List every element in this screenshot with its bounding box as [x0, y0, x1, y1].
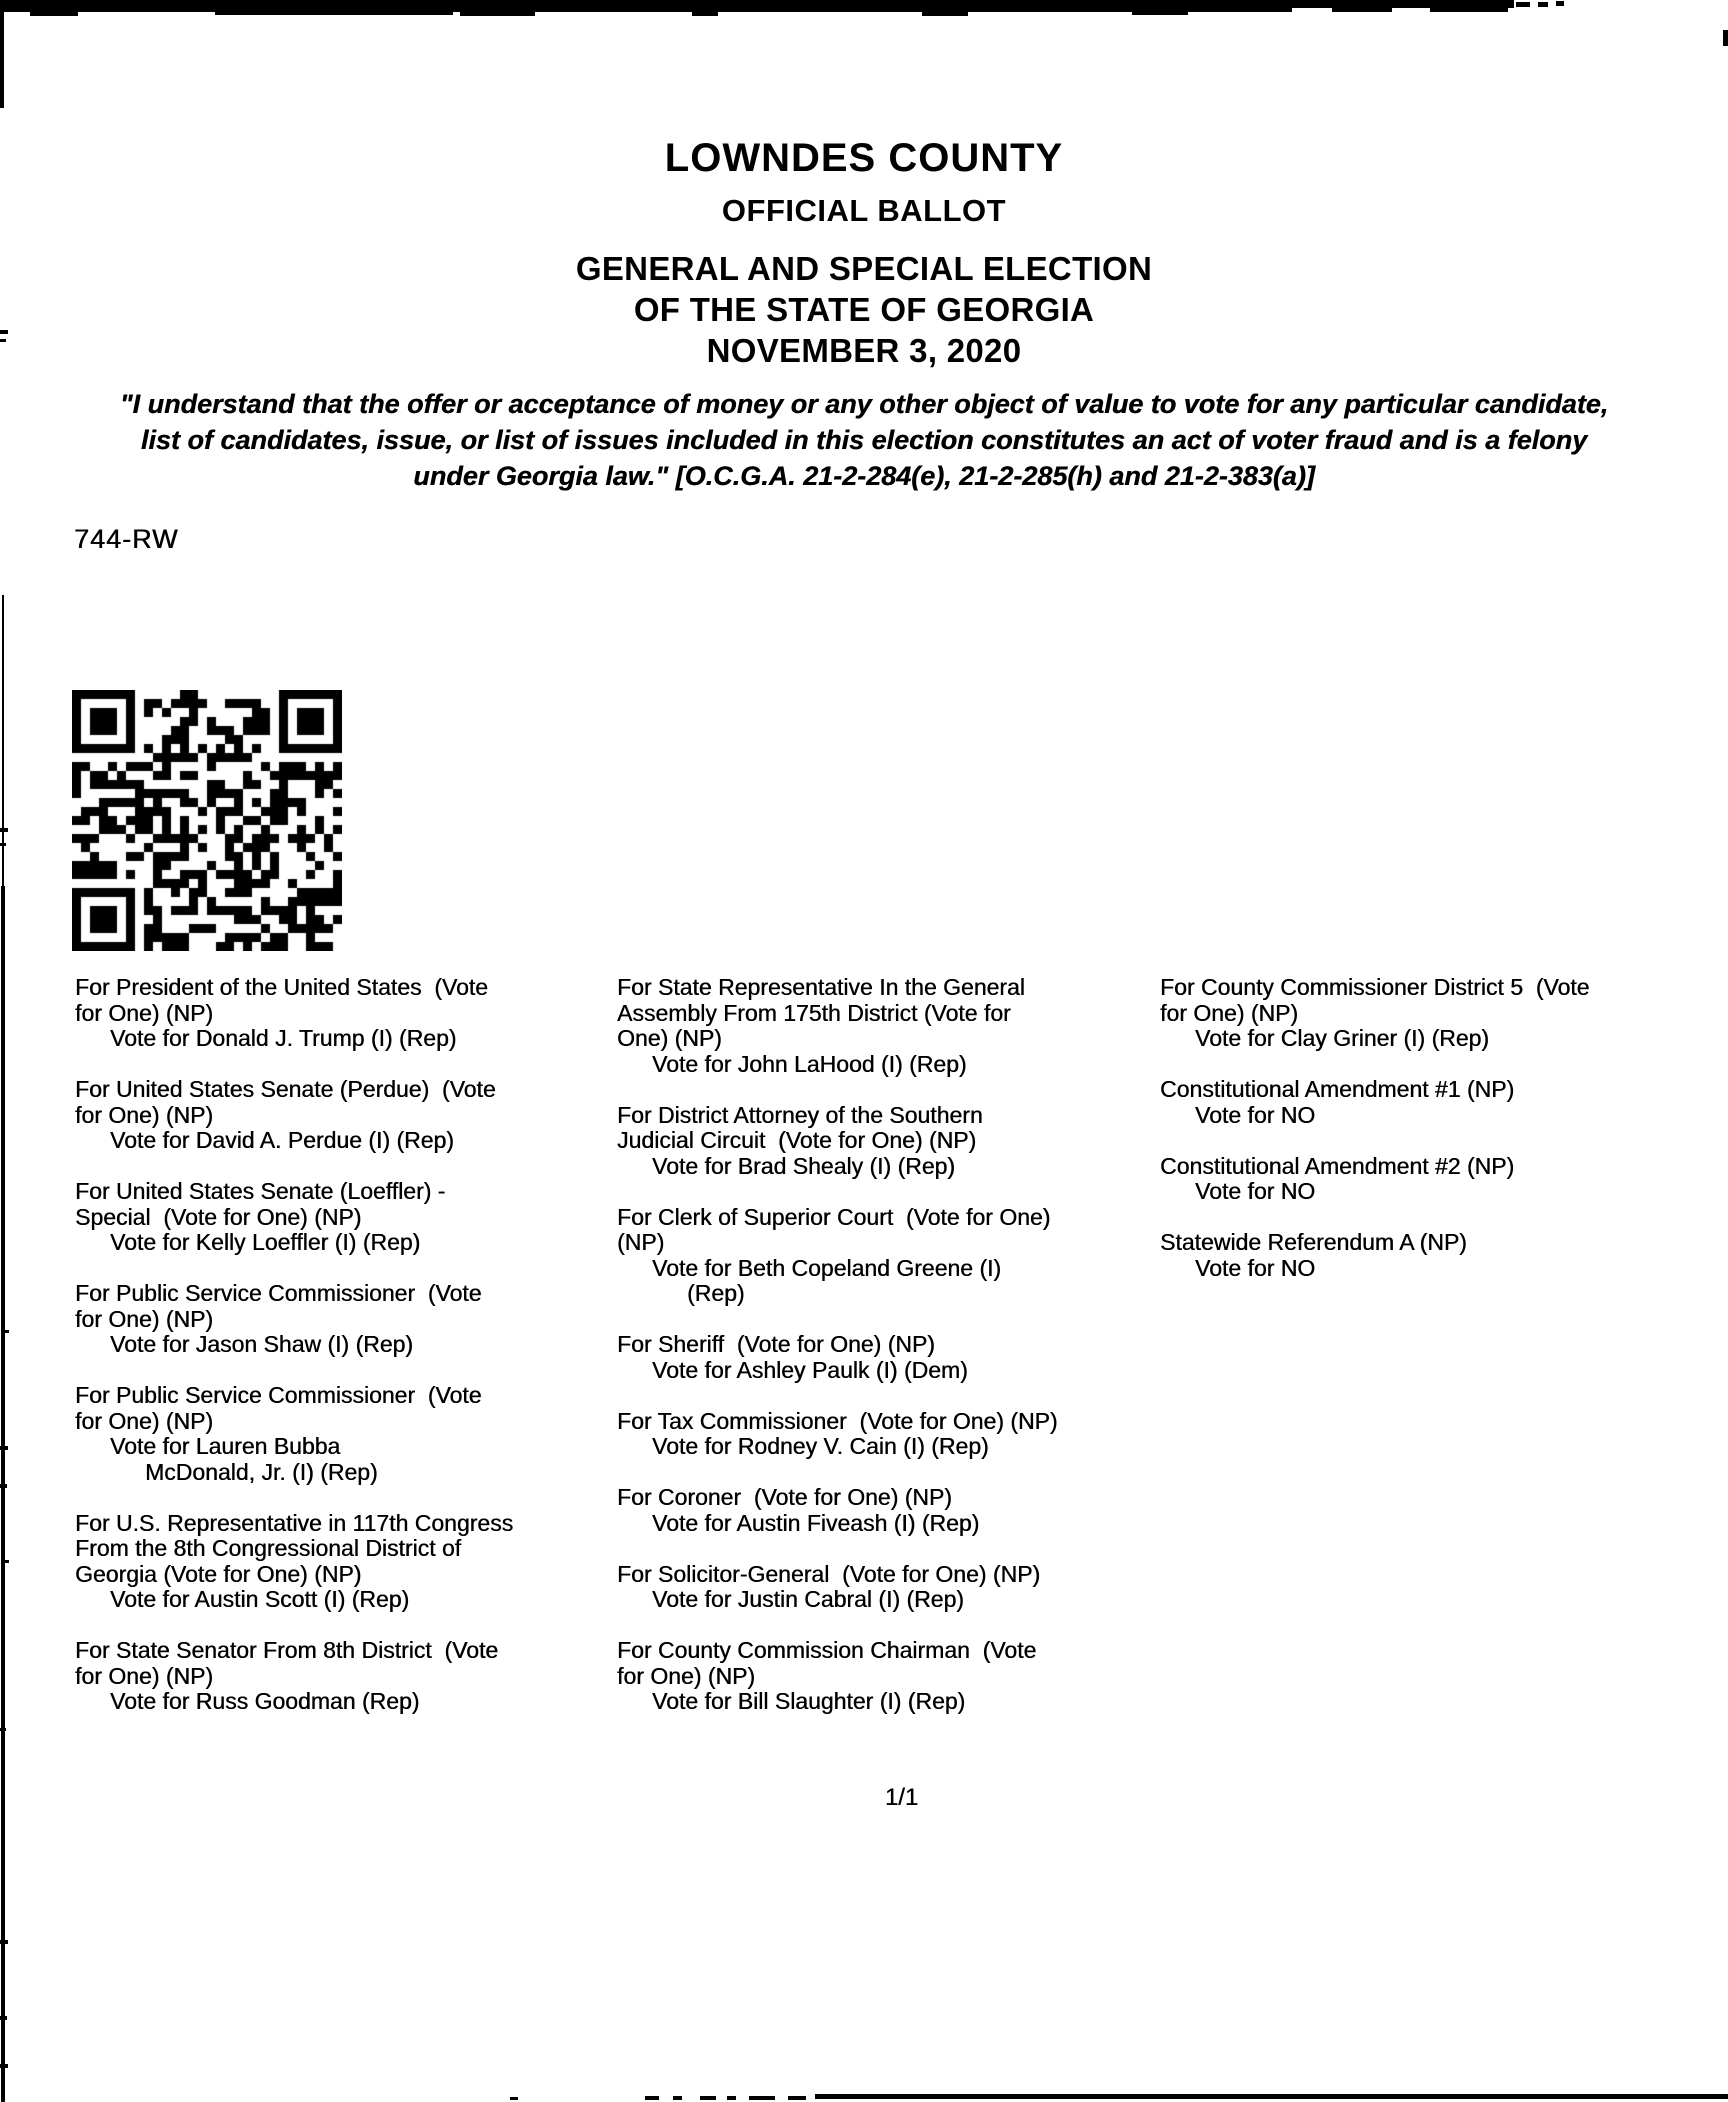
contest-title-line: for One) (NP)	[75, 1101, 214, 1128]
scan-artifact	[1556, 1, 1564, 6]
contest-block	[75, 1179, 620, 1256]
scan-artifact	[1430, 8, 1508, 12]
scan-artifact	[673, 2096, 682, 2100]
scan-artifact	[749, 2096, 775, 2100]
contest-block	[617, 975, 1162, 1077]
contest-title-line: For State Senator From 8th District (Vote	[75, 1637, 499, 1663]
contest-title-line: For U.S. Representative in 117th Congress	[75, 1509, 514, 1536]
precinct-code: 744-RW	[74, 524, 179, 554]
scan-artifact	[0, 1446, 8, 1450]
contest-block	[75, 1638, 620, 1715]
contest-block	[617, 1103, 1162, 1180]
scan-artifact	[788, 2096, 806, 2100]
contest-title-line: Statewide Referendum A (NP)	[1160, 1229, 1467, 1255]
contest-title-line: For State Representative In the General	[617, 974, 1025, 1000]
election-date: NOVEMBER 3, 2020	[706, 332, 1022, 369]
vote-line: Vote for Russ Goodman (Rep)	[110, 1688, 420, 1714]
scan-artifact	[0, 1484, 7, 1488]
disclaimer-line: list of candidates, issue, or list of issues included in this election constitutes an act of voter fraud and is a felony	[140, 425, 1588, 455]
contest-title-line: Constitutional Amendment #2 (NP)	[1160, 1152, 1515, 1179]
contest-title-line: for One) (NP)	[75, 1305, 214, 1332]
scan-artifact	[0, 2016, 7, 2020]
scan-artifact	[0, 2064, 8, 2068]
contest-block	[617, 1638, 1162, 1715]
voter-fraud-disclaimer	[0, 386, 1728, 494]
vote-line: Vote for Austin Scott (I) (Rep)	[110, 1586, 410, 1612]
vote-line: Vote for NO	[1195, 1101, 1316, 1128]
contest-block	[617, 1485, 1162, 1536]
contest-title-line: for One) (NP)	[75, 999, 214, 1026]
vote-line: Vote for Donald J. Trump (I) (Rep)	[110, 1025, 457, 1051]
contest-block	[75, 975, 620, 1052]
scan-artifact-top-band	[1292, 0, 1514, 8]
contest-title-line: For Coroner (Vote for One) (NP)	[617, 1484, 952, 1510]
contest-block	[617, 1205, 1162, 1307]
scan-artifact	[0, 1940, 8, 1944]
disclaimer-line: under Georgia law." [O.C.G.A. 21-2-284(e), 21-2-285(h) and 21-2-383(a)]	[413, 461, 1315, 491]
vote-line: Vote for Lauren Bubba	[110, 1433, 341, 1459]
ballot-header	[0, 136, 1728, 371]
scan-artifact	[727, 2096, 736, 2100]
scan-artifact	[1332, 8, 1392, 12]
contest-title-line: for One) (NP)	[617, 1662, 756, 1689]
contest-title-line: Special (Vote for One) (NP)	[75, 1203, 362, 1230]
contest-title-line: Georgia (Vote for One) (NP)	[75, 1560, 362, 1587]
scan-artifact-left-line	[1, 886, 5, 2102]
contest-title-line: For United States Senate (Loeffler) -	[75, 1178, 446, 1204]
contest-title-line: For Public Service Commissioner (Vote	[75, 1280, 482, 1306]
vote-line: Vote for Austin Fiveash (I) (Rep)	[652, 1509, 980, 1536]
disclaimer-line: "I understand that the offer or acceptance of money or any other object of value to vote for any particular candidate,	[119, 389, 1609, 419]
vote-line: McDonald, Jr. (I) (Rep)	[145, 1458, 378, 1485]
qr-code	[72, 690, 342, 951]
scan-artifact-left-line	[0, 10, 4, 108]
vote-line: Vote for Clay Griner (I) (Rep)	[1195, 1025, 1489, 1051]
contest-block	[617, 1562, 1162, 1613]
scan-artifact	[460, 12, 535, 16]
vote-line: Vote for Justin Cabral (I) (Rep)	[652, 1586, 964, 1612]
county-title: LOWNDES COUNTY	[664, 136, 1064, 180]
vote-line: Vote for Rodney V. Cain (I) (Rep)	[652, 1433, 989, 1459]
scan-artifact	[645, 2096, 659, 2100]
vote-line: Vote for Bill Slaughter (I) (Rep)	[652, 1688, 966, 1714]
contest-block	[1160, 1230, 1728, 1281]
contest-block	[75, 1383, 620, 1485]
scan-artifact	[1516, 2, 1530, 7]
contest-block	[75, 1511, 620, 1613]
contest-block	[617, 1409, 1162, 1460]
ballot-type-title: OFFICIAL BALLOT	[721, 193, 1007, 228]
contest-block	[75, 1281, 620, 1358]
contest-block	[1160, 975, 1728, 1052]
contest-title-line: One) (NP)	[617, 1025, 722, 1051]
contest-title-line: For District Attorney of the Southern	[617, 1101, 983, 1128]
contest-title-line: For County Commissioner District 5 (Vote	[1160, 974, 1590, 1000]
ballot-column-3	[1160, 975, 1728, 1307]
contest-title-line: For Solicitor-General (Vote for One) (NP)	[617, 1560, 1041, 1587]
ballot-column-1	[75, 975, 620, 1740]
contest-title-line: (NP)	[617, 1229, 665, 1255]
election-title-line: GENERAL AND SPECIAL ELECTION	[575, 250, 1153, 287]
contest-title-line: For Clerk of Superior Court (Vote for One)	[617, 1203, 1051, 1230]
contest-title-line: From the 8th Congressional District of	[75, 1535, 462, 1561]
vote-line: Vote for NO	[1195, 1178, 1316, 1204]
vote-line: Vote for David A. Perdue (I) (Rep)	[110, 1127, 454, 1153]
contest-title-line: For United States Senate (Perdue) (Vote	[75, 1076, 496, 1102]
scan-artifact	[692, 12, 718, 16]
scan-artifact	[922, 12, 968, 16]
scan-artifact-bottom-line	[815, 2094, 1728, 2099]
contest-title-line: Judicial Circuit (Vote for One) (NP)	[617, 1127, 977, 1153]
vote-line: Vote for Brad Shealy (I) (Rep)	[652, 1152, 955, 1179]
vote-line: Vote for Beth Copeland Greene (I)	[652, 1254, 1002, 1281]
contest-block	[617, 1332, 1162, 1383]
vote-line: Vote for John LaHood (I) (Rep)	[652, 1050, 967, 1077]
vote-line: Vote for Kelly Loeffler (I) (Rep)	[110, 1229, 421, 1255]
scan-artifact	[0, 843, 6, 846]
contest-title-line: Constitutional Amendment #1 (NP)	[1160, 1076, 1515, 1102]
scan-artifact	[4, 1560, 9, 1563]
contest-block	[75, 1077, 620, 1154]
contest-title-line: Assembly From 175th District (Vote for	[617, 999, 1011, 1026]
scan-artifact	[30, 12, 78, 16]
scan-artifact	[700, 2096, 716, 2100]
contest-title-line: For County Commission Chairman (Vote	[617, 1637, 1037, 1663]
scan-artifact	[510, 2097, 518, 2100]
scan-artifact	[0, 1728, 6, 1731]
contest-block	[1160, 1154, 1728, 1205]
scan-artifact-top-band	[0, 0, 1292, 12]
contest-title-line: For Tax Commissioner (Vote for One) (NP)	[617, 1407, 1058, 1434]
contest-title-line: for One) (NP)	[75, 1407, 214, 1434]
contest-title-line: for One) (NP)	[75, 1662, 214, 1689]
vote-line: Vote for NO	[1195, 1254, 1316, 1281]
vote-line: (Rep)	[687, 1280, 745, 1306]
scan-artifact	[215, 12, 453, 15]
contest-title-line: For Sheriff (Vote for One) (NP)	[617, 1331, 935, 1357]
vote-line: Vote for Jason Shaw (I) (Rep)	[110, 1331, 413, 1357]
contest-title-line: for One) (NP)	[1160, 999, 1299, 1026]
ballot-column-2	[617, 975, 1162, 1740]
contest-title-line: For Public Service Commissioner (Vote	[75, 1382, 482, 1408]
scan-artifact	[1132, 12, 1188, 15]
scan-artifact	[4, 1330, 9, 1333]
contest-block	[1160, 1077, 1728, 1128]
scan-artifact	[0, 828, 8, 832]
scan-artifact	[1723, 30, 1728, 46]
vote-line: Vote for Ashley Paulk (I) (Dem)	[652, 1356, 968, 1383]
election-title-line: OF THE STATE OF GEORGIA	[633, 291, 1095, 328]
page-indicator: 1/1	[884, 1784, 919, 1811]
scan-artifact	[1538, 2, 1548, 7]
contest-title-line: For President of the United States (Vote	[75, 974, 488, 1000]
